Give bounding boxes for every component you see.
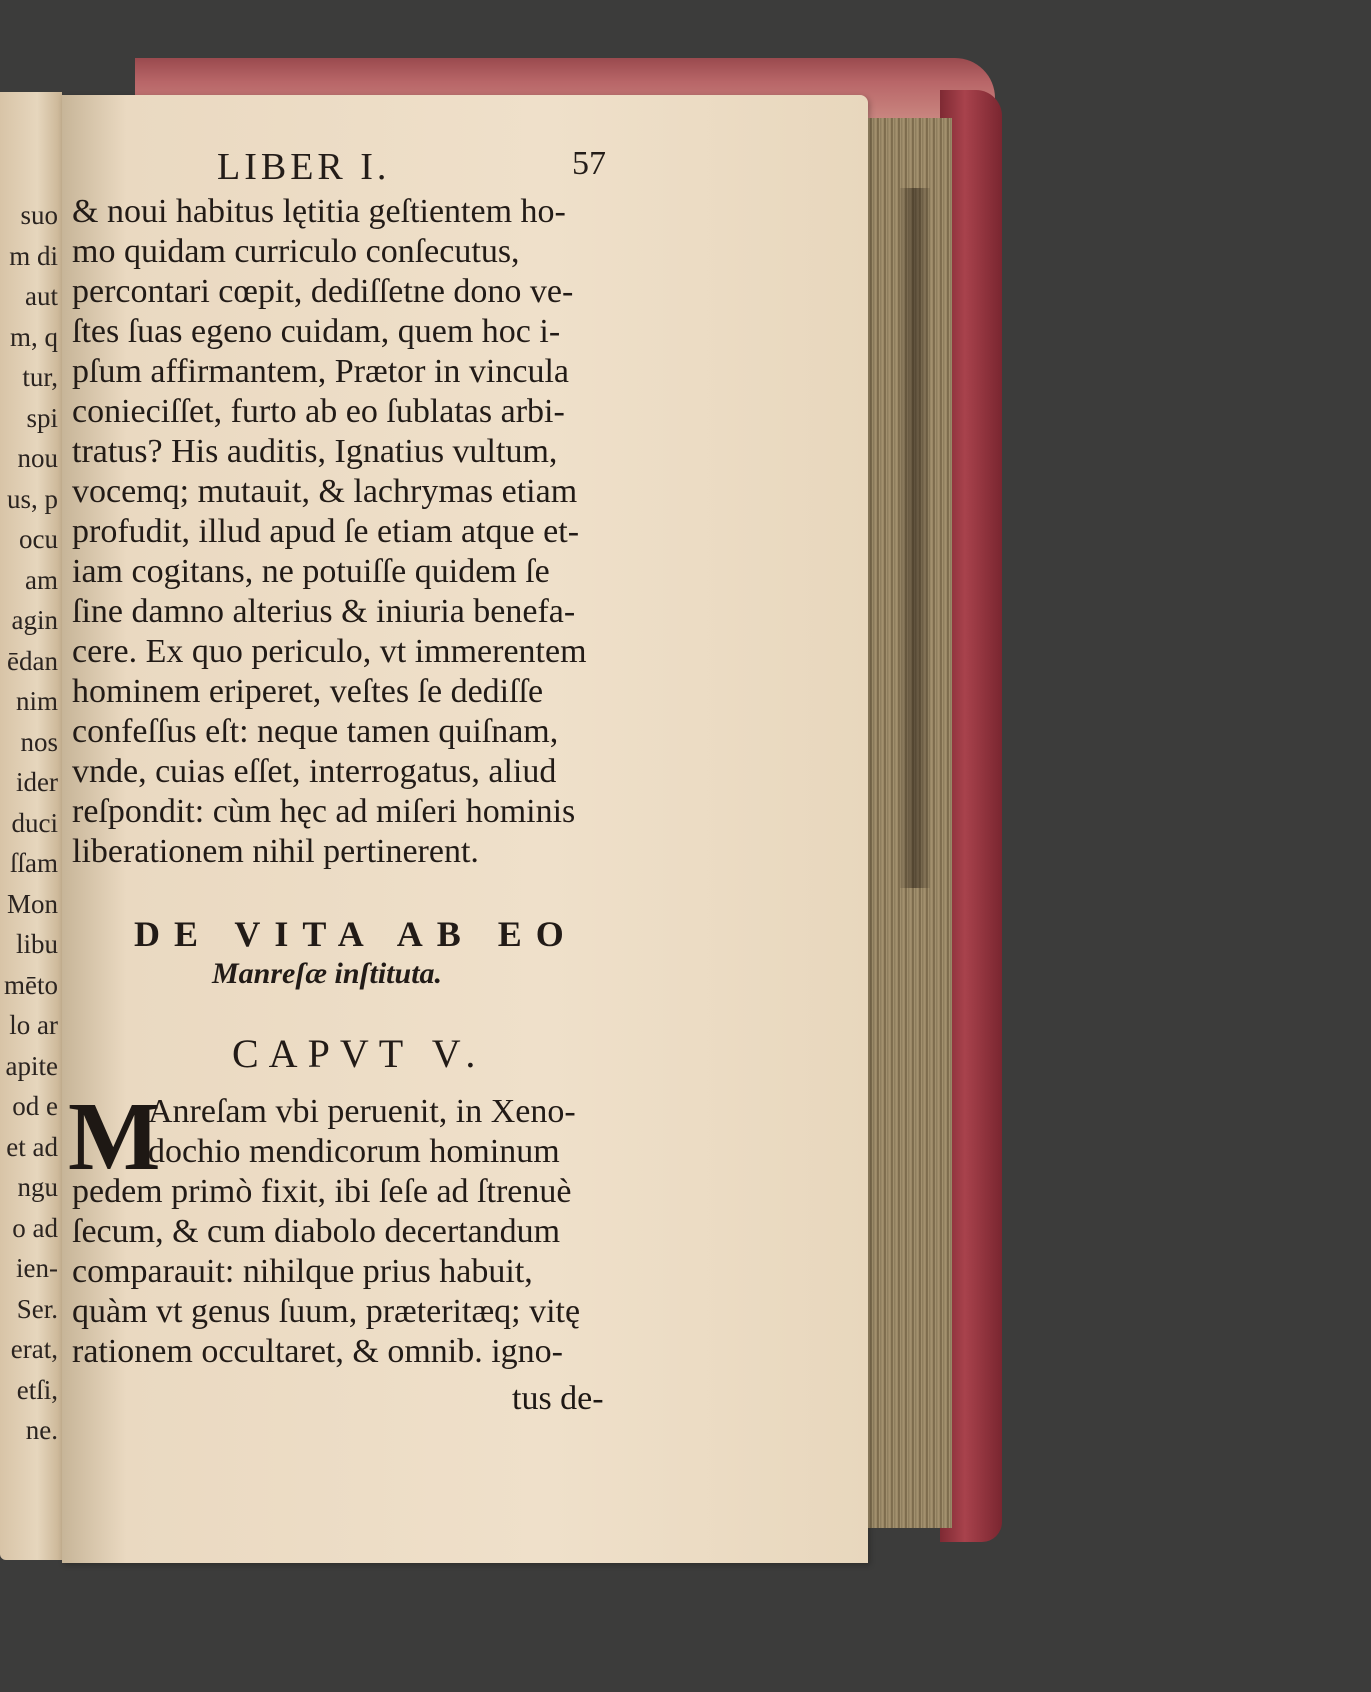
left-page-fragment: suo	[20, 200, 58, 230]
left-page-fragment: agin	[11, 605, 58, 635]
body-line: tratus? His auditis, Ignatius vultum,	[72, 433, 558, 470]
left-page-fragment: ider	[16, 767, 58, 797]
left-page-fragment: nos	[20, 726, 58, 757]
left-page-edge	[0, 92, 62, 1560]
body-line: vocemq; mutauit, & lachrymas etiam	[72, 473, 578, 510]
left-page-fragment: ſſam	[10, 848, 58, 878]
left-page-fragment: apite	[5, 1050, 58, 1081]
left-page-fragment: o ad	[12, 1212, 58, 1243]
chapter-line: dochio mendicorum hominum	[148, 1133, 560, 1170]
left-page-fragment: ne.	[25, 1415, 58, 1445]
drop-cap: M	[68, 1083, 161, 1191]
page-number: 57	[572, 145, 606, 182]
left-page-fragment: ien-	[16, 1253, 58, 1283]
left-page-fragment: Mon	[6, 888, 58, 919]
catchword: tus de-	[512, 1380, 604, 1417]
left-page-fragment: spi	[26, 402, 58, 433]
left-page-fragment: m, q	[9, 321, 58, 352]
body-line: reſpondit: cùm hęc ad miſeri hominis	[72, 793, 576, 830]
left-page-fragment: etſi,	[16, 1374, 58, 1405]
left-page-fragment: lo ar	[9, 1010, 58, 1040]
body-line: percontari cœpit, dediſſetne dono ve-	[72, 273, 574, 310]
right-page	[62, 95, 868, 1563]
chapter-line: comparauit: nihilque prius habuit,	[72, 1253, 533, 1290]
left-page-fragment: mēto	[4, 969, 58, 1000]
left-page-fragment: duci	[11, 807, 58, 838]
left-page-fragment: nim	[15, 686, 58, 716]
body-line: vnde, cuias eſſet, interrogatus, aliud	[72, 753, 557, 790]
body-line: cere. Ex quo periculo, vt immerentem	[72, 633, 587, 670]
left-page-fragment: aut	[25, 281, 58, 311]
chapter-line: rationem occultaret, & omnib. igno-	[72, 1333, 563, 1370]
body-line: mo quidam curriculo conſecutus,	[72, 233, 520, 270]
left-page-fragment: nou	[17, 443, 58, 473]
left-page-fragment: am	[25, 564, 58, 595]
body-line: & noui habitus lętitia geſtientem ho-	[72, 193, 566, 230]
left-page-fragment: ngu	[17, 1172, 58, 1202]
page-edges	[866, 118, 952, 1528]
running-head: LIBER I.	[217, 146, 391, 188]
body-line: ſine damno alterius & iniuria benefa-	[72, 593, 576, 630]
body-line: profudit, illud apud ſe etiam atque et-	[72, 513, 580, 550]
chapter-line: ſecum, & cum diabolo decertandum	[72, 1213, 561, 1250]
left-page-fragment: us, p	[6, 483, 58, 514]
left-page-fragment: m di	[9, 240, 58, 271]
section-heading: DE VITA AB EO	[134, 914, 578, 954]
body-line: iam cogitans, ne potuiſſe quidem ſe	[72, 553, 550, 590]
left-page-fragment: od e	[12, 1091, 58, 1121]
left-page-fragment: libu	[15, 929, 58, 959]
body-line: conieciſſet, furto ab eo ſublatas arbi-	[72, 393, 565, 430]
left-page-fragment: tur,	[22, 362, 58, 392]
left-page-fragment: ocu	[19, 524, 58, 554]
body-line: ſtes ſuas egeno cuidam, quem hoc i-	[72, 313, 561, 350]
left-page-fragment: Ser.	[16, 1293, 58, 1324]
body-line: liberationem nihil pertinerent.	[72, 833, 479, 870]
chapter-line: quàm vt genus ſuum, præteritæq; vitę	[72, 1293, 581, 1330]
chapter-line: Anreſam vbi peruenit, in Xeno-	[148, 1093, 576, 1130]
section-subheading: Manreſæ inſtituta.	[212, 957, 443, 990]
page-edge-shadow	[900, 188, 930, 888]
chapter-label: CAPVT V.	[232, 1031, 486, 1076]
left-page-fragment: ēdan	[7, 645, 58, 676]
body-line: pſum affirmantem, Prætor in vincula	[72, 353, 570, 390]
body-line: hominem eriperet, veſtes ſe dediſſe	[72, 673, 544, 710]
left-page-fragment: et ad	[6, 1131, 58, 1162]
body-line: confeſſus eſt: neque tamen quiſnam,	[72, 713, 559, 750]
chapter-line: pedem primò fixit, ibi ſeſe ad ſtrenuè	[72, 1173, 572, 1210]
left-page-fragment: erat,	[10, 1334, 58, 1364]
